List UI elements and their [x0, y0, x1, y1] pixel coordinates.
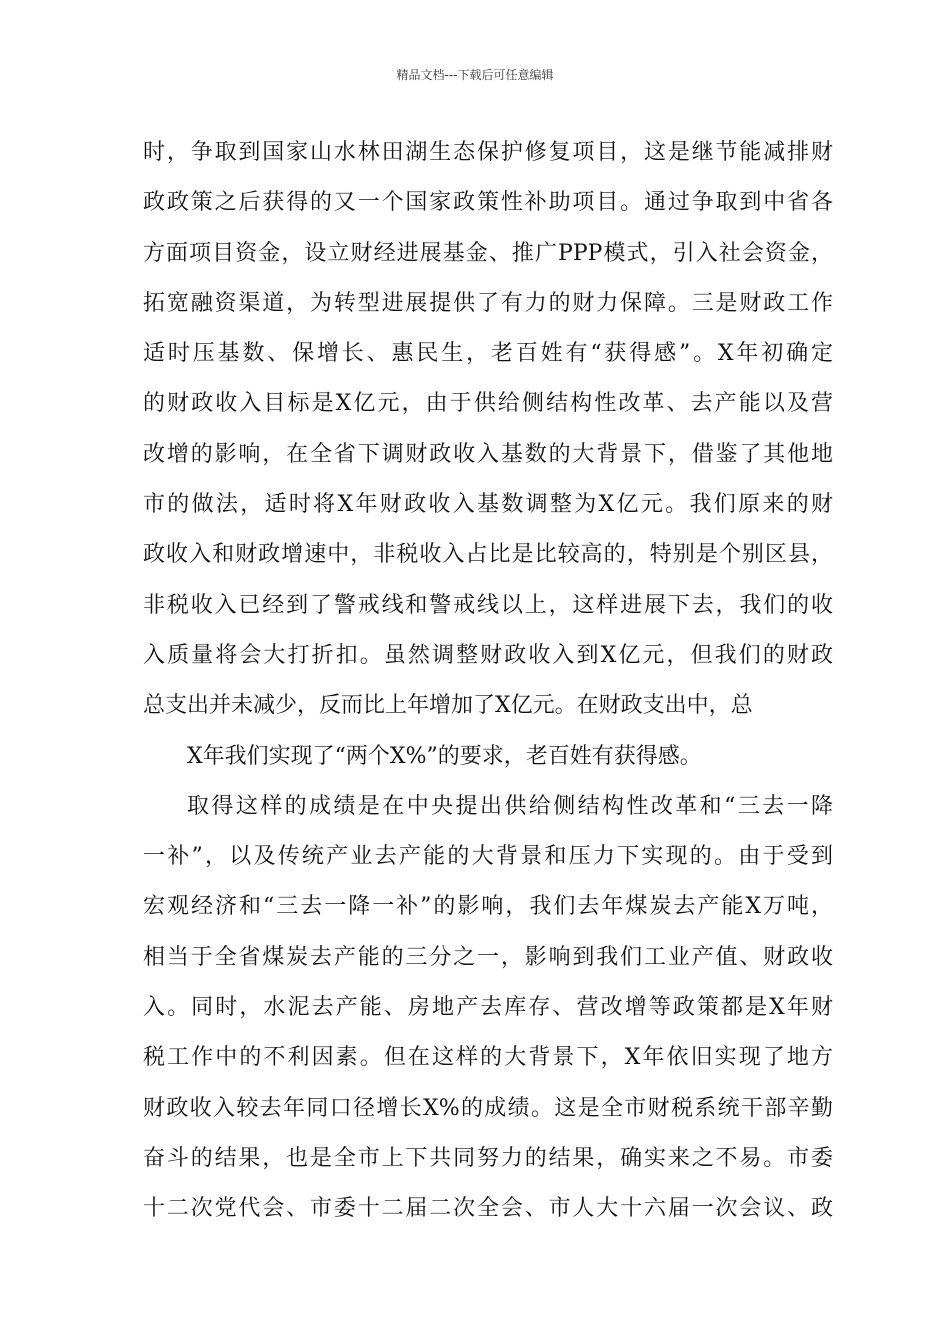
text-line: 税工作中的不利因素。但在这样的大背景下，X年依旧实现了地方	[143, 1045, 833, 1071]
text-line: 宏观经济和“三去一降一补”的影响，我们去年煤炭去产能X万吨，	[143, 894, 833, 920]
text-line: 入质量将会大打折扣。虽然调整财政收入到X亿元，但我们的财政	[143, 642, 833, 668]
text-line: X年我们实现了“两个X%”的要求，老百姓有获得感。	[187, 743, 702, 769]
text-line: 十二次党代会、市委十二届二次全会、市人大十六届一次会议、政	[143, 1196, 833, 1222]
text-line: 取得这样的成绩是在中央提出供给侧结构性改革和“三去一降	[187, 793, 833, 819]
text-line: 财政收入较去年同口径增长X%的成绩。这是全市财税系统干部辛勤	[143, 1095, 833, 1121]
text-line: 入。同时，水泥去产能、房地产去库存、营改增等政策都是X年财	[143, 995, 833, 1021]
text-line: 的财政收入目标是X亿元，由于供给侧结构性改革、去产能以及营	[143, 391, 833, 417]
text-line: 奋斗的结果，也是全市上下共同努力的结果，确实来之不易。市委	[143, 1145, 833, 1171]
text-line: 一补”，以及传统产业去产能的大背景和压力下实现的。由于受到	[143, 844, 833, 870]
document-body	[143, 128, 833, 1235]
paragraph	[143, 782, 833, 1235]
page-header: 精品文档---下载后可任意编辑	[396, 68, 554, 82]
text-line: 拓宽融资渠道，为转型进展提供了有力的财力保障。三是财政工作	[143, 290, 833, 316]
paragraph	[143, 732, 833, 782]
text-line: 市的做法，适时将X年财政收入基数调整为X亿元。我们原来的财	[143, 492, 833, 518]
text-line: 相当于全省煤炭去产能的三分之一，影响到我们工业产值、财政收	[143, 944, 833, 970]
paragraph	[143, 128, 833, 732]
text-line: 非税收入已经到了警戒线和警戒线以上，这样进展下去，我们的收	[143, 592, 833, 618]
text-line: 改增的影响，在全省下调财政收入基数的大背景下，借鉴了其他地	[143, 441, 833, 467]
text-line: 时，争取到国家山水林田湖生态保护修复项目，这是继节能减排财	[143, 140, 833, 165]
text-line: 总支出并未减少，反而比上年增加了X亿元。在财政支出中，总	[143, 693, 753, 719]
text-line: 适时压基数、保增长、惠民生，老百姓有“获得感”。X年初确定	[143, 341, 833, 367]
text-line: 政收入和财政增速中，非税收入占比是比较高的，特别是个别区县，	[143, 542, 833, 568]
text-line: 方面项目资金，设立财经进展基金、推广PPP模式，引入社会资金，	[143, 240, 833, 266]
text-line: 政政策之后获得的又一个国家政策性补助项目。通过争取到中省各	[143, 190, 833, 216]
